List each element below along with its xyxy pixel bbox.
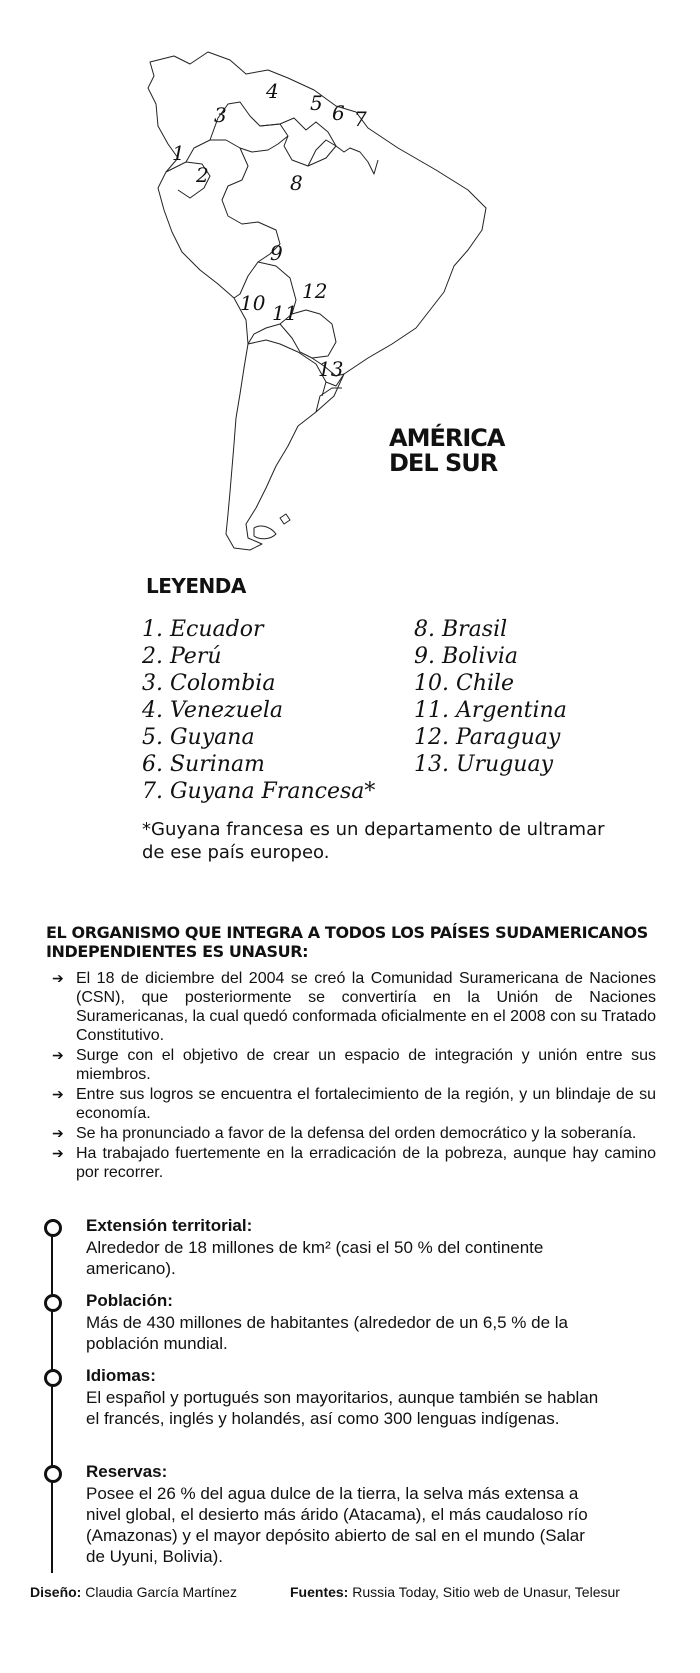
timeline-dot-icon <box>44 1369 62 1387</box>
sources-label: Fuentes: <box>290 1584 349 1600</box>
map-label-8: 8 <box>290 171 303 195</box>
arrow-icon: ➔ <box>52 1086 64 1102</box>
legend-item: 6. Surinam <box>142 752 265 777</box>
legend-item: 1. Ecuador <box>142 617 264 642</box>
map-label-5: 5 <box>310 91 323 115</box>
map-label-12: 12 <box>302 279 328 303</box>
legend-item: 7. Guyana Francesa* <box>142 779 376 804</box>
bullet-text: El 18 de diciembre del 2004 se creó la Comunidad Suramericana de Naciones (CSN), que posteriormente se convertiría en la Unión de Naciones Suramericanas, la cual quedó conformada oficialmente en el 2008 con su Tratado Constitutivo. <box>76 970 656 1044</box>
bullet-text: Entre sus logros se encuentra el fortalecimiento de la región, y un blindaje de su economía. <box>76 1086 656 1122</box>
map-label-11: 11 <box>272 301 298 325</box>
map-label-1: 1 <box>172 141 185 165</box>
design-label: Diseño: <box>30 1584 82 1600</box>
legend-left-column <box>142 616 375 805</box>
fact-text: Posee el 26 % del agua dulce de la tierra, la selva más extensa a nivel global, el desierto más árido (Atacama), el más caudaloso río (Amazonas) y el mayor depósito abierto de sal en el mundo (Salar de Uyuni, Bolivia). <box>86 1484 588 1566</box>
map-title-line2: DEL SUR <box>389 449 498 477</box>
map-label-4: 4 <box>266 79 279 103</box>
timeline-dot-icon <box>44 1465 62 1483</box>
legend-item: 12. Paraguay <box>414 725 561 750</box>
fact-title: Idiomas: <box>86 1366 156 1385</box>
map-label-2: 2 <box>196 163 209 187</box>
legend-item: 11. Argentina <box>414 698 567 723</box>
legend-item: 13. Uruguay <box>414 752 554 777</box>
map-title-line1: AMÉRICA <box>389 424 505 452</box>
legend-item: 10. Chile <box>414 671 515 696</box>
arrow-icon: ➔ <box>52 1125 64 1141</box>
info-bullet <box>52 1124 656 1143</box>
section-heading: EL ORGANISMO QUE INTEGRA A TODOS LOS PAÍSES SUDAMERICANOS INDEPENDIENTES ES UNASUR: <box>46 923 648 961</box>
legend-item: 9. Bolivia <box>414 644 519 669</box>
fact-text: Más de 430 millones de habitantes (alrededor de un 6,5 % de la población mundial. <box>86 1313 568 1353</box>
bullet-text: Ha trabajado fuertemente en la erradicación de la pobreza, aunque hay camino por recorrer. <box>76 1145 656 1181</box>
legend-item: 4. Venezuela <box>142 698 283 723</box>
design-value: Claudia García Martínez <box>85 1584 237 1600</box>
bullet-text: Se ha pronunciado a favor de la defensa del orden democrático y la soberanía. <box>76 1125 637 1142</box>
map-label-9: 9 <box>270 241 283 265</box>
info-bullet <box>52 1085 656 1123</box>
arrow-icon: ➔ <box>52 1145 64 1161</box>
info-bullet-list <box>52 969 656 1183</box>
sources-credit <box>290 1584 620 1600</box>
map-label-3: 3 <box>214 103 227 127</box>
fact-text: Alrededor de 18 millones de km² (casi el 50 % del continente americano). <box>86 1238 544 1278</box>
map-label-13: 13 <box>318 357 344 381</box>
timeline-line <box>51 1228 53 1573</box>
sources-value: Russia Today, Sitio web de Unasur, Telesur <box>352 1584 620 1600</box>
fact-title: Población: <box>86 1291 173 1310</box>
fact-text: El español y portugués son mayoritarios, aunque también se hablan el francés, inglés y holandés, así como 300 lenguas indígenas. <box>86 1388 599 1428</box>
info-bullet <box>52 1144 656 1182</box>
info-bullet <box>52 969 656 1045</box>
map-label-7: 7 <box>354 107 367 131</box>
legend-title: LEYENDA <box>146 574 246 598</box>
legend-footnote: *Guyana francesa es un departamento de ultramar de ese país europeo. <box>142 819 605 863</box>
legend-right-column <box>414 616 567 778</box>
map-label-6: 6 <box>332 101 345 125</box>
south-america-map <box>130 48 530 568</box>
map-title <box>389 426 504 476</box>
legend-item: 8. Brasil <box>414 617 508 642</box>
timeline-dot-icon <box>44 1294 62 1312</box>
design-credit <box>30 1584 237 1600</box>
bullet-text: Surge con el objetivo de crear un espacio de integración y unión entre sus miembros. <box>76 1047 656 1083</box>
arrow-icon: ➔ <box>52 1047 64 1063</box>
arrow-icon: ➔ <box>52 970 64 986</box>
legend-item: 2. Perú <box>142 644 222 669</box>
legend-item: 3. Colombia <box>142 671 276 696</box>
fact-title: Extensión territorial: <box>86 1216 253 1235</box>
map-label-10: 10 <box>240 291 266 315</box>
timeline-dot-icon <box>44 1219 62 1237</box>
fact-title: Reservas: <box>86 1462 168 1481</box>
info-bullet <box>52 1046 656 1084</box>
legend-item: 5. Guyana <box>142 725 255 750</box>
